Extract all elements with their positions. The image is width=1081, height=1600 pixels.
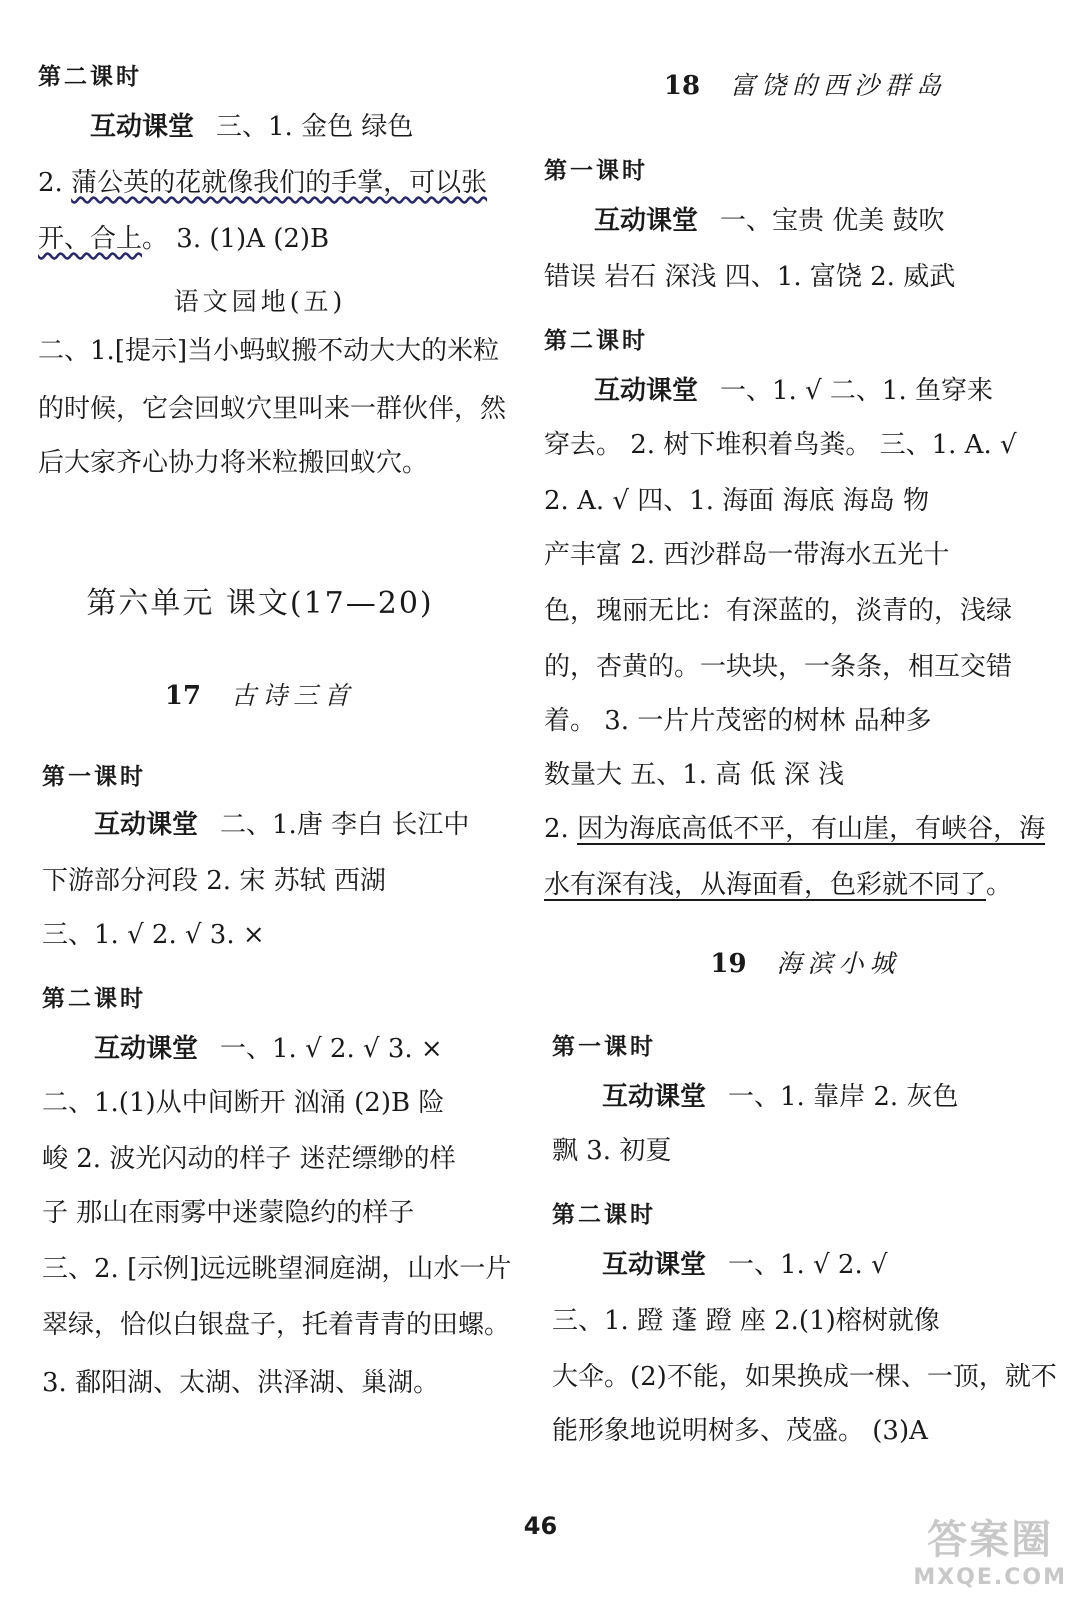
wavy-underlined-text: 蒲公英的花就像我们的手掌，可以张: [71, 168, 488, 198]
lesson-name: 富饶的西沙群岛: [730, 71, 948, 100]
answer-text: 一、1. 靠岸 2. 灰色: [728, 1082, 959, 1112]
label-hudong-ketang: 互动课堂: [90, 112, 195, 142]
label-hudong-ketang: 互动课堂: [594, 376, 699, 406]
answer-line: 二、1.[提示]当小蚂蚁搬不动大大的米粒: [38, 336, 500, 366]
answer-line: [94, 798, 469, 852]
answer-line: [90, 100, 413, 154]
lesson-title: [530, 66, 1081, 102]
answer-text: 一、1. √ 2. √: [728, 1250, 888, 1280]
watermark-logo: 答案圈: [927, 1516, 1054, 1563]
answer-line: 子 那山在雨雾中迷蒙隐约的样子: [42, 1198, 415, 1228]
answer-text: 一、1. √ 二、1. 鱼穿来: [720, 376, 993, 406]
lesson-number: 19: [710, 949, 747, 979]
section-heading: 第一课时: [552, 1034, 656, 1060]
lesson-title: [0, 676, 520, 712]
unit-title: 第六单元 课文(17—20): [86, 586, 434, 621]
answer-text: 一、宝贵 优美 鼓吹: [720, 206, 945, 236]
answer-line: 三、2. [示例]远远眺望洞庭湖，山水一片: [42, 1254, 512, 1284]
answer-line: [602, 1070, 958, 1124]
page-number: 46: [523, 1512, 558, 1540]
answer-line: 大伞。(2)不能，如果换成一棵、一顶，就不: [552, 1362, 1057, 1392]
section-heading: 第二课时: [552, 1202, 656, 1228]
answer-line: [594, 364, 993, 418]
section-heading: 第一课时: [42, 764, 146, 790]
answer-line: 后大家齐心协力将米粒搬回蚁穴。: [38, 448, 429, 478]
answer-line: 三、1. √ 2. √ 3. ×: [42, 920, 265, 950]
watermark-url: MXQE.COM: [913, 1565, 1067, 1590]
label-hudong-ketang: 互动课堂: [94, 810, 199, 840]
section-heading: 第一课时: [544, 158, 648, 184]
answer-line: 飘 3. 初夏: [552, 1136, 672, 1166]
answer-line: [594, 194, 945, 248]
section-heading: 第二课时: [544, 328, 648, 354]
answer-line: 二、1.(1)从中间断开 汹涌 (2)B 险: [42, 1088, 445, 1118]
answer-text: 三、1. 金色 绿色: [216, 112, 414, 142]
answer-line: 穿去。 2. 树下堆积着鸟粪。 三、1. A. √: [544, 430, 1017, 460]
answer-line: 三、1. 蹬 蓬 蹬 座 2.(1)榕树就像: [552, 1306, 940, 1336]
lesson-number: 18: [663, 71, 701, 101]
answer-line: [94, 1022, 443, 1076]
underlined-text: 水有深有浅，从海面看，色彩就不同了: [544, 870, 987, 900]
lesson-name: 海滨小城: [776, 949, 901, 978]
lesson-name: 古诗三首: [231, 681, 356, 710]
lesson-title: [530, 944, 1081, 980]
answer-line: 下游部分河段 2. 宋 苏轼 西湖: [42, 866, 386, 896]
answer-line: 错误 岩石 深浅 四、1. 富饶 2. 威武: [544, 262, 956, 292]
answer-line: 着。 3. 一片片茂密的树林 品种多: [544, 706, 932, 736]
answer-line: [38, 212, 329, 266]
answer-line: [544, 858, 1012, 912]
answer-line: 3. 鄱阳湖、太湖、洪泽湖、巢湖。: [42, 1368, 440, 1398]
section-heading: 第二课时: [38, 64, 142, 90]
answer-line: [602, 1238, 888, 1292]
answer-line: 数量大 五、1. 高 低 深 浅: [544, 760, 845, 790]
answer-line: 2. A. √ 四、1. 海面 海底 海岛 物: [544, 486, 930, 516]
label-hudong-ketang: 互动课堂: [602, 1250, 707, 1280]
answer-text: 。 3. (1)A (2)B: [142, 224, 330, 254]
garden-title: 语文园地(五): [173, 287, 347, 316]
answer-text: 。: [986, 870, 1013, 900]
label-hudong-ketang: 互动课堂: [594, 206, 699, 236]
wavy-underlined-text: 开、合上: [38, 224, 143, 254]
answer-line: 的时候，它会回蚁穴里叫来一群伙伴，然: [38, 394, 507, 424]
answer-text: 二、1.唐 李白 长江中: [220, 810, 470, 840]
answer-line: 翠绿，恰似白银盘子，托着青青的田螺。: [42, 1310, 511, 1340]
lesson-number: 17: [164, 681, 202, 711]
answer-num: 2.: [544, 814, 578, 844]
answer-line: [38, 156, 487, 210]
label-hudong-ketang: 互动课堂: [602, 1082, 707, 1112]
answer-line: 的，杏黄的。一块块，一条条，相互交错: [544, 652, 1013, 682]
answer-line: 峻 2. 波光闪动的样子 迷茫缥缈的样: [42, 1144, 456, 1174]
answer-text: 一、1. √ 2. √ 3. ×: [220, 1034, 443, 1064]
answer-line: [544, 802, 1045, 856]
watermark: [913, 1508, 1067, 1590]
underlined-text: 因为海底高低不平，有山崖，有峡谷，海: [577, 814, 1046, 844]
answer-line: 色，瑰丽无比：有深蓝的，淡青的，浅绿: [544, 596, 1013, 626]
label-hudong-ketang: 互动课堂: [94, 1034, 199, 1064]
answer-line: 产丰富 2. 西沙群岛一带海水五光十: [544, 540, 950, 570]
answer-line: 能形象地说明树多、茂盛。 (3)A: [552, 1416, 928, 1446]
section-heading: 第二课时: [42, 986, 146, 1012]
answer-num: 2.: [38, 168, 72, 198]
